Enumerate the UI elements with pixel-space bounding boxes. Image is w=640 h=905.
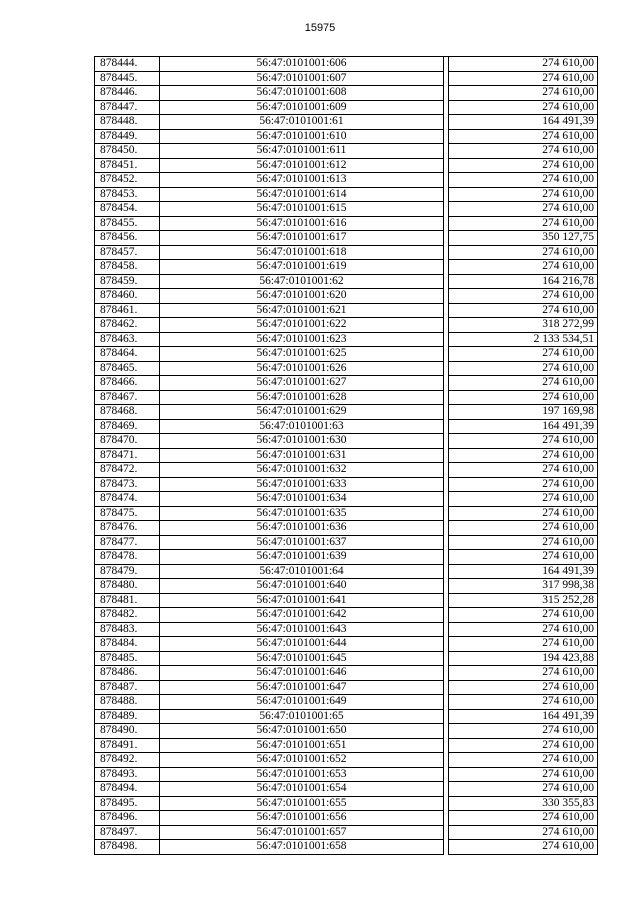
table-row xyxy=(94,259,598,274)
cadastral-value-cell: 164 491,39 xyxy=(448,709,598,724)
table-row xyxy=(94,172,598,187)
cadastral-value-cell: 274 610,00 xyxy=(448,491,598,506)
cadastral-number-cell: 56:47:0101001:642 xyxy=(159,607,443,622)
cadastral-number-cell: 56:47:0101001:622 xyxy=(159,317,443,332)
row-number-cell: 878460. xyxy=(94,288,159,303)
row-number-cell: 878491. xyxy=(94,738,159,753)
cadastral-value-cell: 274 610,00 xyxy=(448,448,598,463)
row-number-cell: 878458. xyxy=(94,259,159,274)
table-row xyxy=(94,593,598,608)
table-row xyxy=(94,767,598,782)
cadastral-number-cell: 56:47:0101001:651 xyxy=(159,738,443,753)
cadastral-value-cell: 164 491,39 xyxy=(448,564,598,579)
cadastral-number-cell: 56:47:0101001:636 xyxy=(159,520,443,535)
row-number-cell: 878470. xyxy=(94,433,159,448)
row-number-cell: 878488. xyxy=(94,694,159,709)
table-row xyxy=(94,158,598,173)
table-row xyxy=(94,549,598,564)
cadastral-value-cell: 274 610,00 xyxy=(448,781,598,796)
row-number-cell: 878467. xyxy=(94,390,159,405)
cadastral-number-cell: 56:47:0101001:639 xyxy=(159,549,443,564)
cadastral-number-cell: 56:47:0101001:643 xyxy=(159,622,443,637)
table-row xyxy=(94,303,598,318)
table-row xyxy=(94,346,598,361)
cadastral-number-cell: 56:47:0101001:613 xyxy=(159,172,443,187)
cadastral-number-cell: 56:47:0101001:646 xyxy=(159,665,443,680)
row-number-cell: 878450. xyxy=(94,143,159,158)
cadastral-value-cell: 274 610,00 xyxy=(448,636,598,651)
row-number-cell: 878472. xyxy=(94,462,159,477)
table-row xyxy=(94,607,598,622)
row-number-cell: 878484. xyxy=(94,636,159,651)
page-number: 15975 xyxy=(304,22,336,34)
table-row xyxy=(94,230,598,245)
table-row xyxy=(94,462,598,477)
cadastral-number-cell: 56:47:0101001:610 xyxy=(159,129,443,144)
cadastral-value-cell: 274 610,00 xyxy=(448,288,598,303)
table-row xyxy=(94,404,598,419)
table-row xyxy=(94,448,598,463)
cadastral-number-cell: 56:47:0101001:64 xyxy=(159,564,443,579)
table-row xyxy=(94,491,598,506)
cadastral-value-cell: 330 355,83 xyxy=(448,796,598,811)
cadastral-value-cell: 274 610,00 xyxy=(448,375,598,390)
cadastral-value-cell: 274 610,00 xyxy=(448,158,598,173)
row-number-cell: 878468. xyxy=(94,404,159,419)
cadastral-number-cell: 56:47:0101001:633 xyxy=(159,477,443,492)
cadastral-number-cell: 56:47:0101001:620 xyxy=(159,288,443,303)
cadastral-value-cell: 274 610,00 xyxy=(448,245,598,260)
table-row xyxy=(94,245,598,260)
row-number-cell: 878478. xyxy=(94,549,159,564)
cadastral-number-cell: 56:47:0101001:635 xyxy=(159,506,443,521)
row-number-cell: 878469. xyxy=(94,419,159,434)
cadastral-number-cell: 56:47:0101001:627 xyxy=(159,375,443,390)
cadastral-value-cell: 274 610,00 xyxy=(448,622,598,637)
row-number-cell: 878490. xyxy=(94,723,159,738)
row-number-cell: 878481. xyxy=(94,593,159,608)
cadastral-value-cell: 274 610,00 xyxy=(448,665,598,680)
table-row xyxy=(94,709,598,724)
table-row xyxy=(94,564,598,579)
cadastral-value-cell: 274 610,00 xyxy=(448,462,598,477)
cadastral-number-cell: 56:47:0101001:645 xyxy=(159,651,443,666)
row-number-cell: 878485. xyxy=(94,651,159,666)
cadastral-number-cell: 56:47:0101001:617 xyxy=(159,230,443,245)
table-row xyxy=(94,506,598,521)
cadastral-number-cell: 56:47:0101001:609 xyxy=(159,100,443,115)
row-number-cell: 878498. xyxy=(94,839,159,855)
table-row xyxy=(94,85,598,100)
table-row xyxy=(94,665,598,680)
cadastral-number-cell: 56:47:0101001:632 xyxy=(159,462,443,477)
cadastral-value-cell: 274 610,00 xyxy=(448,767,598,782)
row-number-cell: 878451. xyxy=(94,158,159,173)
table-row xyxy=(94,578,598,593)
cadastral-value-cell: 317 998,38 xyxy=(448,578,598,593)
table-row xyxy=(94,622,598,637)
cadastral-number-cell: 56:47:0101001:625 xyxy=(159,346,443,361)
table-row xyxy=(94,143,598,158)
row-number-cell: 878476. xyxy=(94,520,159,535)
row-number-cell: 878463. xyxy=(94,332,159,347)
cadastral-number-cell: 56:47:0101001:65 xyxy=(159,709,443,724)
table-row xyxy=(94,71,598,86)
cadastral-number-cell: 56:47:0101001:606 xyxy=(159,56,443,71)
row-number-cell: 878448. xyxy=(94,114,159,129)
table-row xyxy=(94,738,598,753)
table-row xyxy=(94,187,598,202)
cadastral-value-cell: 274 610,00 xyxy=(448,549,598,564)
row-number-cell: 878456. xyxy=(94,230,159,245)
table-row xyxy=(94,361,598,376)
cadastral-number-cell: 56:47:0101001:626 xyxy=(159,361,443,376)
row-number-cell: 878493. xyxy=(94,767,159,782)
table-row xyxy=(94,390,598,405)
cadastral-number-cell: 56:47:0101001:611 xyxy=(159,143,443,158)
cadastral-number-cell: 56:47:0101001:654 xyxy=(159,781,443,796)
cadastral-value-cell: 274 610,00 xyxy=(448,216,598,231)
table-row xyxy=(94,129,598,144)
row-number-cell: 878474. xyxy=(94,491,159,506)
table-row xyxy=(94,100,598,115)
cadastral-value-cell: 274 610,00 xyxy=(448,129,598,144)
cadastral-value-cell: 274 610,00 xyxy=(448,390,598,405)
cadastral-value-cell: 164 491,39 xyxy=(448,419,598,434)
cadastral-value-cell: 274 610,00 xyxy=(448,100,598,115)
cadastral-value-cell: 274 610,00 xyxy=(448,361,598,376)
cadastral-value-cell: 197 169,98 xyxy=(448,404,598,419)
cadastral-number-cell: 56:47:0101001:653 xyxy=(159,767,443,782)
cadastral-number-cell: 56:47:0101001:658 xyxy=(159,839,443,855)
row-number-cell: 878492. xyxy=(94,752,159,767)
cadastral-number-cell: 56:47:0101001:623 xyxy=(159,332,443,347)
row-number-cell: 878486. xyxy=(94,665,159,680)
cadastral-value-cell: 274 610,00 xyxy=(448,680,598,695)
cadastral-number-cell: 56:47:0101001:657 xyxy=(159,825,443,840)
cadastral-value-cell: 274 610,00 xyxy=(448,187,598,202)
cadastral-value-cell: 274 610,00 xyxy=(448,520,598,535)
table-row xyxy=(94,56,598,71)
table-row xyxy=(94,535,598,550)
cadastral-number-cell: 56:47:0101001:630 xyxy=(159,433,443,448)
cadastral-number-cell: 56:47:0101001:621 xyxy=(159,303,443,318)
cadastral-value-cell: 164 491,39 xyxy=(448,114,598,129)
cadastral-value-cell: 274 610,00 xyxy=(448,738,598,753)
table-row xyxy=(94,317,598,332)
cadastral-number-cell: 56:47:0101001:655 xyxy=(159,796,443,811)
cadastral-number-cell: 56:47:0101001:640 xyxy=(159,578,443,593)
cadastral-number-cell: 56:47:0101001:628 xyxy=(159,390,443,405)
cadastral-value-cell: 318 272,99 xyxy=(448,317,598,332)
table-row xyxy=(94,723,598,738)
table-row xyxy=(94,651,598,666)
table-row xyxy=(94,636,598,651)
row-number-cell: 878447. xyxy=(94,100,159,115)
cadastral-number-cell: 56:47:0101001:629 xyxy=(159,404,443,419)
cadastral-value-cell: 274 610,00 xyxy=(448,607,598,622)
cadastral-value-cell: 274 610,00 xyxy=(448,810,598,825)
row-number-cell: 878494. xyxy=(94,781,159,796)
row-number-cell: 878445. xyxy=(94,71,159,86)
cadastral-value-cell: 274 610,00 xyxy=(448,346,598,361)
row-number-cell: 878452. xyxy=(94,172,159,187)
row-number-cell: 878464. xyxy=(94,346,159,361)
cadastral-number-cell: 56:47:0101001:614 xyxy=(159,187,443,202)
cadastral-number-cell: 56:47:0101001:619 xyxy=(159,259,443,274)
row-number-cell: 878483. xyxy=(94,622,159,637)
row-number-cell: 878480. xyxy=(94,578,159,593)
table-row xyxy=(94,694,598,709)
cadastral-number-cell: 56:47:0101001:608 xyxy=(159,85,443,100)
cadastral-value-cell: 274 610,00 xyxy=(448,752,598,767)
cadastral-number-cell: 56:47:0101001:652 xyxy=(159,752,443,767)
cadastral-value-cell: 274 610,00 xyxy=(448,535,598,550)
table-row xyxy=(94,433,598,448)
table-row xyxy=(94,796,598,811)
table-row xyxy=(94,288,598,303)
row-number-cell: 878459. xyxy=(94,274,159,289)
row-number-cell: 878449. xyxy=(94,129,159,144)
cadastral-value-cell: 164 216,78 xyxy=(448,274,598,289)
table-row xyxy=(94,825,598,840)
cadastral-value-cell: 350 127,75 xyxy=(448,230,598,245)
cadastral-value-cell: 274 610,00 xyxy=(448,723,598,738)
row-number-cell: 878497. xyxy=(94,825,159,840)
row-number-cell: 878489. xyxy=(94,709,159,724)
cadastral-value-cell: 274 610,00 xyxy=(448,694,598,709)
table-row xyxy=(94,332,598,347)
table-row xyxy=(94,477,598,492)
row-number-cell: 878444. xyxy=(94,56,159,71)
cadastral-value-cell: 274 610,00 xyxy=(448,303,598,318)
row-number-cell: 878487. xyxy=(94,680,159,695)
cadastral-value-cell: 274 610,00 xyxy=(448,85,598,100)
cadastral-value-cell: 274 610,00 xyxy=(448,259,598,274)
row-number-cell: 878496. xyxy=(94,810,159,825)
row-number-cell: 878465. xyxy=(94,361,159,376)
cadastral-number-cell: 56:47:0101001:631 xyxy=(159,448,443,463)
row-number-cell: 878477. xyxy=(94,535,159,550)
cadastral-number-cell: 56:47:0101001:63 xyxy=(159,419,443,434)
table-row xyxy=(94,752,598,767)
cadastral-number-cell: 56:47:0101001:616 xyxy=(159,216,443,231)
cadastral-value-cell: 274 610,00 xyxy=(448,506,598,521)
table-row xyxy=(94,114,598,129)
cadastral-number-cell: 56:47:0101001:650 xyxy=(159,723,443,738)
cadastral-number-cell: 56:47:0101001:61 xyxy=(159,114,443,129)
cadastral-value-cell: 274 610,00 xyxy=(448,172,598,187)
cadastral-value-cell: 274 610,00 xyxy=(448,839,598,855)
row-number-cell: 878453. xyxy=(94,187,159,202)
table-row xyxy=(94,216,598,231)
cadastral-value-cell: 2 133 534,51 xyxy=(448,332,598,347)
table-row xyxy=(94,520,598,535)
table-row xyxy=(94,680,598,695)
cadastral-number-cell: 56:47:0101001:637 xyxy=(159,535,443,550)
row-number-cell: 878495. xyxy=(94,796,159,811)
cadastral-number-cell: 56:47:0101001:615 xyxy=(159,201,443,216)
cadastral-number-cell: 56:47:0101001:607 xyxy=(159,71,443,86)
table-row xyxy=(94,839,598,855)
table-row xyxy=(94,274,598,289)
cadastral-value-cell: 274 610,00 xyxy=(448,825,598,840)
cadastral-number-cell: 56:47:0101001:612 xyxy=(159,158,443,173)
cadastral-number-cell: 56:47:0101001:647 xyxy=(159,680,443,695)
cadastral-number-cell: 56:47:0101001:641 xyxy=(159,593,443,608)
row-number-cell: 878475. xyxy=(94,506,159,521)
cadastral-value-cell: 274 610,00 xyxy=(448,477,598,492)
table-row xyxy=(94,201,598,216)
cadastral-value-cell: 274 610,00 xyxy=(448,56,598,71)
cadastral-number-cell: 56:47:0101001:618 xyxy=(159,245,443,260)
row-number-cell: 878457. xyxy=(94,245,159,260)
cadastral-value-cell: 315 252,28 xyxy=(448,593,598,608)
table-row xyxy=(94,419,598,434)
table-body xyxy=(94,56,598,855)
row-number-cell: 878462. xyxy=(94,317,159,332)
cadastral-value-cell: 274 610,00 xyxy=(448,71,598,86)
cadastral-value-cell: 274 610,00 xyxy=(448,201,598,216)
row-number-cell: 878471. xyxy=(94,448,159,463)
row-number-cell: 878461. xyxy=(94,303,159,318)
row-number-cell: 878454. xyxy=(94,201,159,216)
cadastral-number-cell: 56:47:0101001:644 xyxy=(159,636,443,651)
row-number-cell: 878473. xyxy=(94,477,159,492)
row-number-cell: 878455. xyxy=(94,216,159,231)
cadastral-number-cell: 56:47:0101001:634 xyxy=(159,491,443,506)
row-number-cell: 878482. xyxy=(94,607,159,622)
row-number-cell: 878479. xyxy=(94,564,159,579)
cadastral-number-cell: 56:47:0101001:62 xyxy=(159,274,443,289)
table-row xyxy=(94,810,598,825)
cadastral-number-cell: 56:47:0101001:656 xyxy=(159,810,443,825)
row-number-cell: 878466. xyxy=(94,375,159,390)
cadastral-value-cell: 274 610,00 xyxy=(448,433,598,448)
table-row xyxy=(94,781,598,796)
cadastral-number-cell: 56:47:0101001:649 xyxy=(159,694,443,709)
property-table xyxy=(94,56,594,855)
cadastral-value-cell: 194 423,88 xyxy=(448,651,598,666)
row-number-cell: 878446. xyxy=(94,85,159,100)
cadastral-value-cell: 274 610,00 xyxy=(448,143,598,158)
property-table-grid xyxy=(94,56,598,855)
table-row xyxy=(94,375,598,390)
